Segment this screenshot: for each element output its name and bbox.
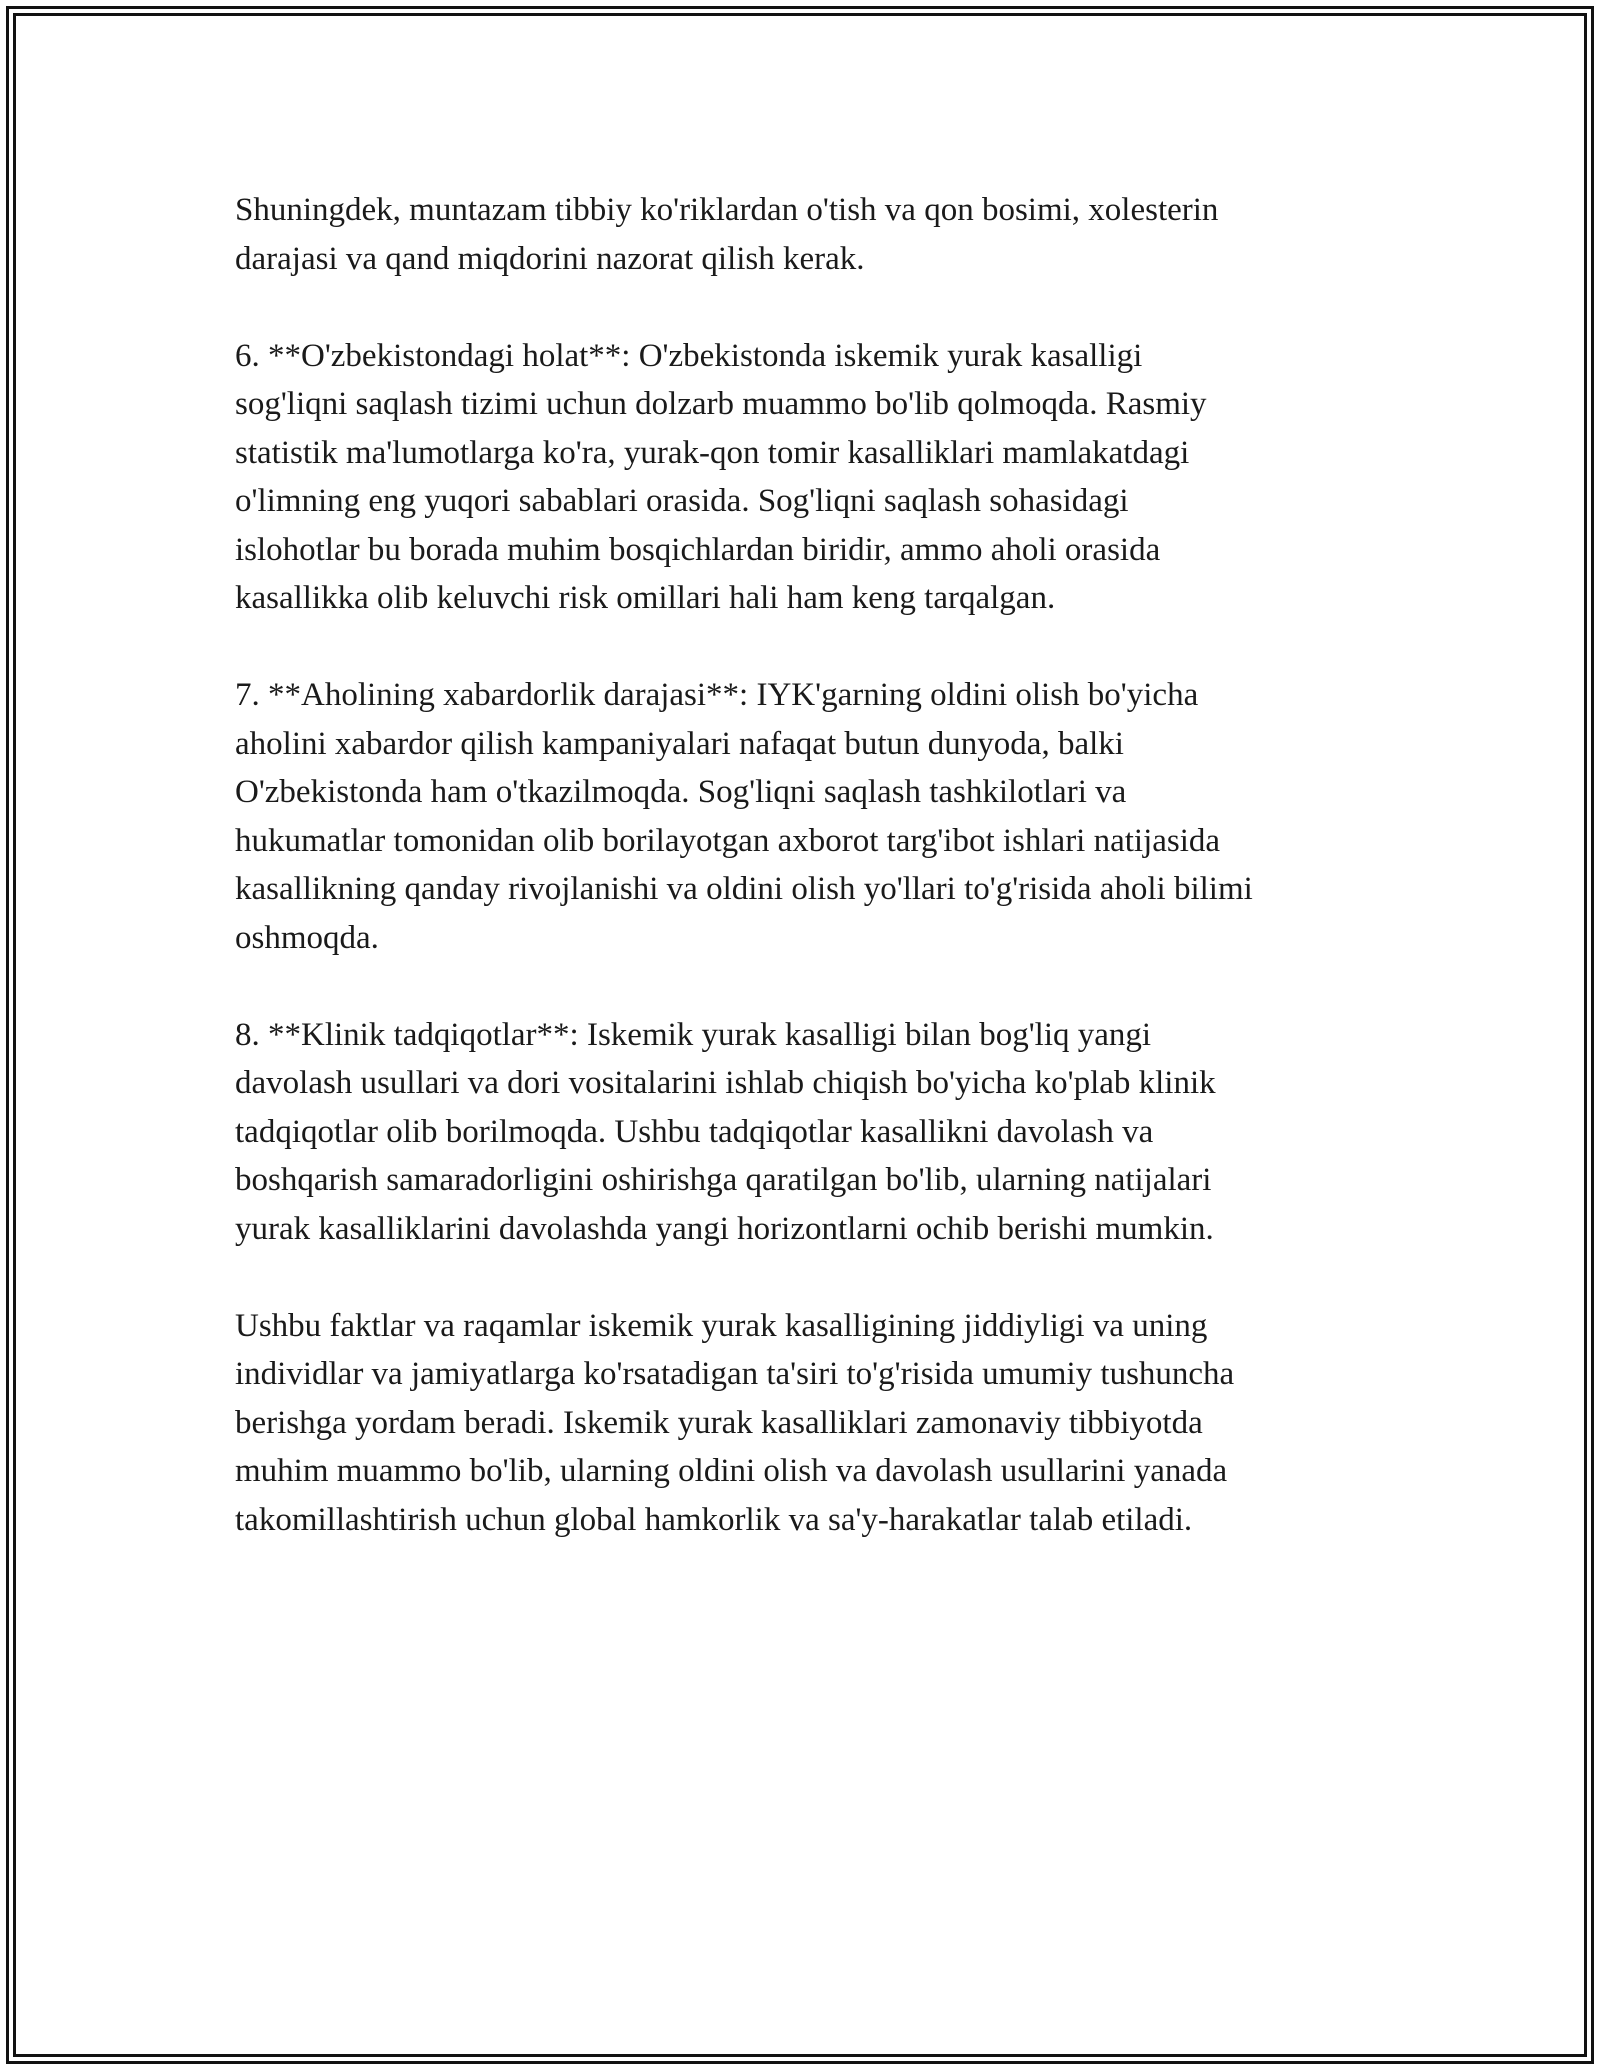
paragraph-uzbekistan-situation: 6. **O'zbekistondagi holat**: O'zbekistonda iskemik yurak kasalligi sog'liqni saqlash tizimi uchun dolzarb muammo bo'lib qolmoqda. Rasmiy statistik ma'lumotlarga ko'ra, yurak-qon tomir kasalliklari mamlakatdagi o'limning eng yuqori sabablari orasida. Sog'liqni saqlash sohasidagi islohotlar bu borada muhim bosqichlardan biridir, ammo aholi orasida kasallikka olib keluvchi risk omillari hali ham keng tarqalgan. bbox=[235, 337, 1207, 616]
paragraph-public-awareness: 7. **Aholining xabardorlik darajasi**: IYK'garning oldini olish bo'yicha aholini xabardor qilish kampaniyalari nafaqat butun dunyoda, balki O'zbekistonda ham o'tkazilmoqda. Sog'liqni saqlash tashkilotlari va hukumatlar tomonidan olib borilayotgan axborot targ'ibot ishlari natijasida kasallikning qanday rivojlanishi va oldini olish yo'llari to'g'risida aholi bilimi oshmoqda. bbox=[235, 677, 1253, 956]
paragraph-intro: Shuningdek, muntazam tibbiy ko'riklardan o'tish va qon bosimi, xolesterin darajasi va qand miqdorini nazorat qilish kerak. bbox=[235, 192, 1219, 277]
paragraph-conclusion: Ushbu faktlar va raqamlar iskemik yurak kasalligining jiddiyligi va uning individlar va jamiyatlarga ko'rsatadigan ta'siri to'g'risida umumiy tushuncha berishga yordam beradi. Iskemik yurak kasalliklari zamonaviy tibbiyotda muhim muammo bo'lib, ularning oldini olish va davolash usullarini yanada takomillashtirish uchun global hamkorlik va sa'y-harakatlar talab etiladi. bbox=[235, 1307, 1235, 1538]
document-body bbox=[235, 186, 1395, 1544]
paragraph-clinical-research: 8. **Klinik tadqiqotlar**: Iskemik yurak kasalligi bilan bog'liq yangi davolash usullari va dori vositalarini ishlab chiqish bo'yicha ko'plab klinik tadqiqotlar olib borilmoqda. Ushbu tadqiqotlar kasallikni davolash va boshqarish samaradorligini oshirishga qaratilgan bo'lib, ularning natijalari yurak kasalliklarini davolashda yangi horizontlarni ochib berishi mumkin. bbox=[235, 1016, 1216, 1247]
